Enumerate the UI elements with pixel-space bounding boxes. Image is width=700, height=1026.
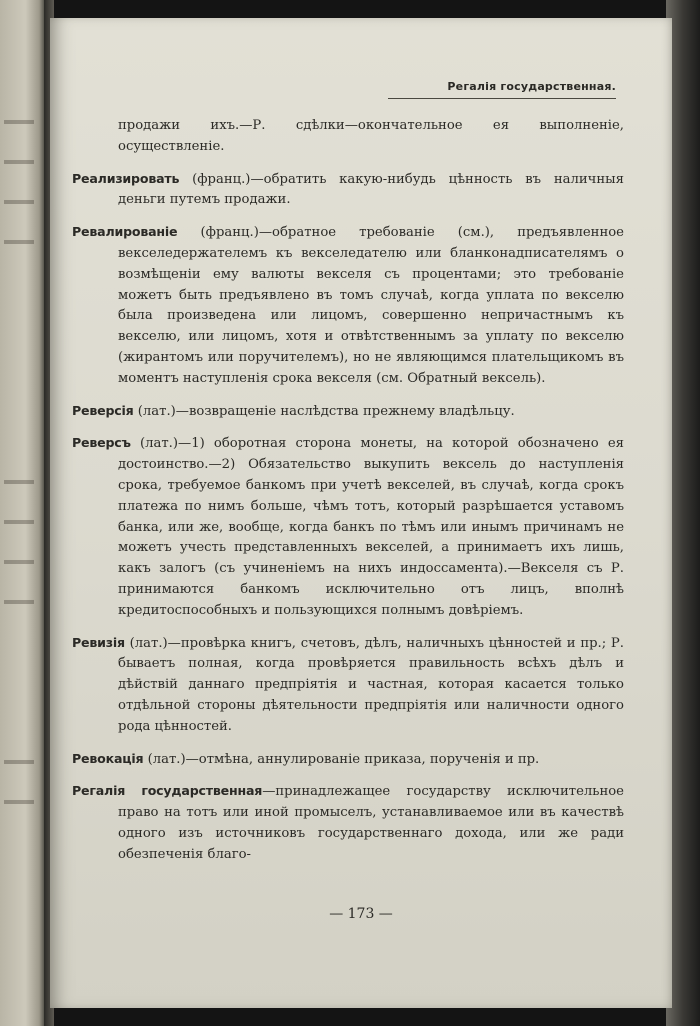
dictionary-entry	[72, 169, 624, 212]
facing-page-text-trace	[4, 240, 34, 244]
book-page	[50, 18, 672, 1008]
facing-page-text-trace	[4, 520, 34, 524]
entry-headword: Ревизія	[72, 634, 125, 650]
dictionary-entry	[72, 749, 624, 771]
entry-text: продажи ихъ.—Р. сдѣлки—окончательное ея выполненіе, осуществленіе.	[118, 118, 624, 154]
dictionary-entry	[72, 116, 624, 158]
facing-page-text-trace	[4, 800, 34, 804]
dictionary-entry	[72, 633, 624, 738]
facing-page-text-trace	[4, 760, 34, 764]
entry-text: —принадлежащее государству исключительное право на тотъ или иной промыселъ, устанавливаемое или въ качествѣ одного изъ источниковъ государственнаго дохода, или же ради обезпеченія благо-	[118, 784, 624, 862]
entry-text: (лат.)—1) оборотная сторона монеты, на которой обозначено ея достоинство.—2) Обязательство выкупить вексель до наступленія срока, требуемое банкомъ при учетѣ векселей, въ случаѣ, когда срокъ платежа по нимъ больше, чѣмъ тотъ, который разрѣшается уставомъ банка, или же, вообще, когда банкъ по тѣмъ или инымъ причинамъ не можетъ учесть представленныхъ векселей, а принимаетъ ихъ лишь, какъ залогъ (съ учиненіемъ на нихъ индоссамента).—Векселя съ Р. принимаются банкомъ исключительно отъ лицъ, вполнѣ кредитоспособныхъ и пользующихся полнымъ довѣріемъ.	[118, 436, 624, 618]
entry-headword: Реализировать	[72, 170, 180, 186]
dictionary-entry	[72, 401, 624, 423]
entry-headword: Реверсія	[72, 402, 134, 418]
dictionary-entry	[72, 433, 624, 621]
facing-page-text-trace	[4, 200, 34, 204]
entry-text: (лат.)—отмѣна, аннулированіе приказа, порученія и пр.	[143, 751, 540, 767]
entry-headword: Регалія государственная	[72, 783, 263, 799]
dictionary-body	[72, 116, 624, 877]
facing-page-text-trace	[4, 600, 34, 604]
entry-headword: Ревокація	[72, 750, 144, 766]
page-number: — 173 —	[329, 906, 393, 922]
running-head: Регалія государственная.	[447, 80, 616, 93]
running-head-rule	[388, 98, 616, 99]
entry-text: (лат.)—провѣрка книгъ, счетовъ, дѣлъ, наличныхъ цѣнностей и пр.; Р. бываетъ полная, когда провѣряется правильность всѣхъ дѣлъ и дѣйствій даннаго предпріятія и частная, которая касается только отдѣльной стороны дѣятельности предпріятія или наличности одного рода цѣнностей.	[118, 635, 624, 734]
facing-page-edge	[0, 0, 46, 1026]
dictionary-entry	[72, 781, 624, 865]
facing-page-text-trace	[4, 560, 34, 564]
facing-page-text-trace	[4, 160, 34, 164]
facing-page-text-trace	[4, 480, 34, 484]
entry-headword: Ревалированіе	[72, 224, 178, 240]
entry-text: (франц.)—обратить какую-нибудь цѣнность въ наличныя деньги путемъ продажи.	[118, 171, 624, 208]
entry-text: (лат.)—возвращеніе наслѣдства прежнему владѣльцу.	[133, 403, 515, 419]
entry-headword: Реверсъ	[72, 435, 131, 451]
dictionary-entry	[72, 222, 624, 389]
entry-text: (франц.)—обратное требованіе (см.), предъявленное векселедержателемъ къ векселедателю или бланконадписателямъ о возмѣщеніи ему валюты векселя съ процентами; это требованіе можетъ быть предъявлено въ томъ случаѣ, когда уплата по векселю была произведена или лицомъ, совершенно непричастнымъ къ векселю, или лицомъ, хотя и отвѣтственнымъ за уплату по векселю (жирантомъ или поручителемъ), но не являющимся плательщикомъ въ моментъ наступленія срока векселя (см. Обратный вексель).	[118, 225, 624, 386]
facing-page-text-trace	[4, 120, 34, 124]
